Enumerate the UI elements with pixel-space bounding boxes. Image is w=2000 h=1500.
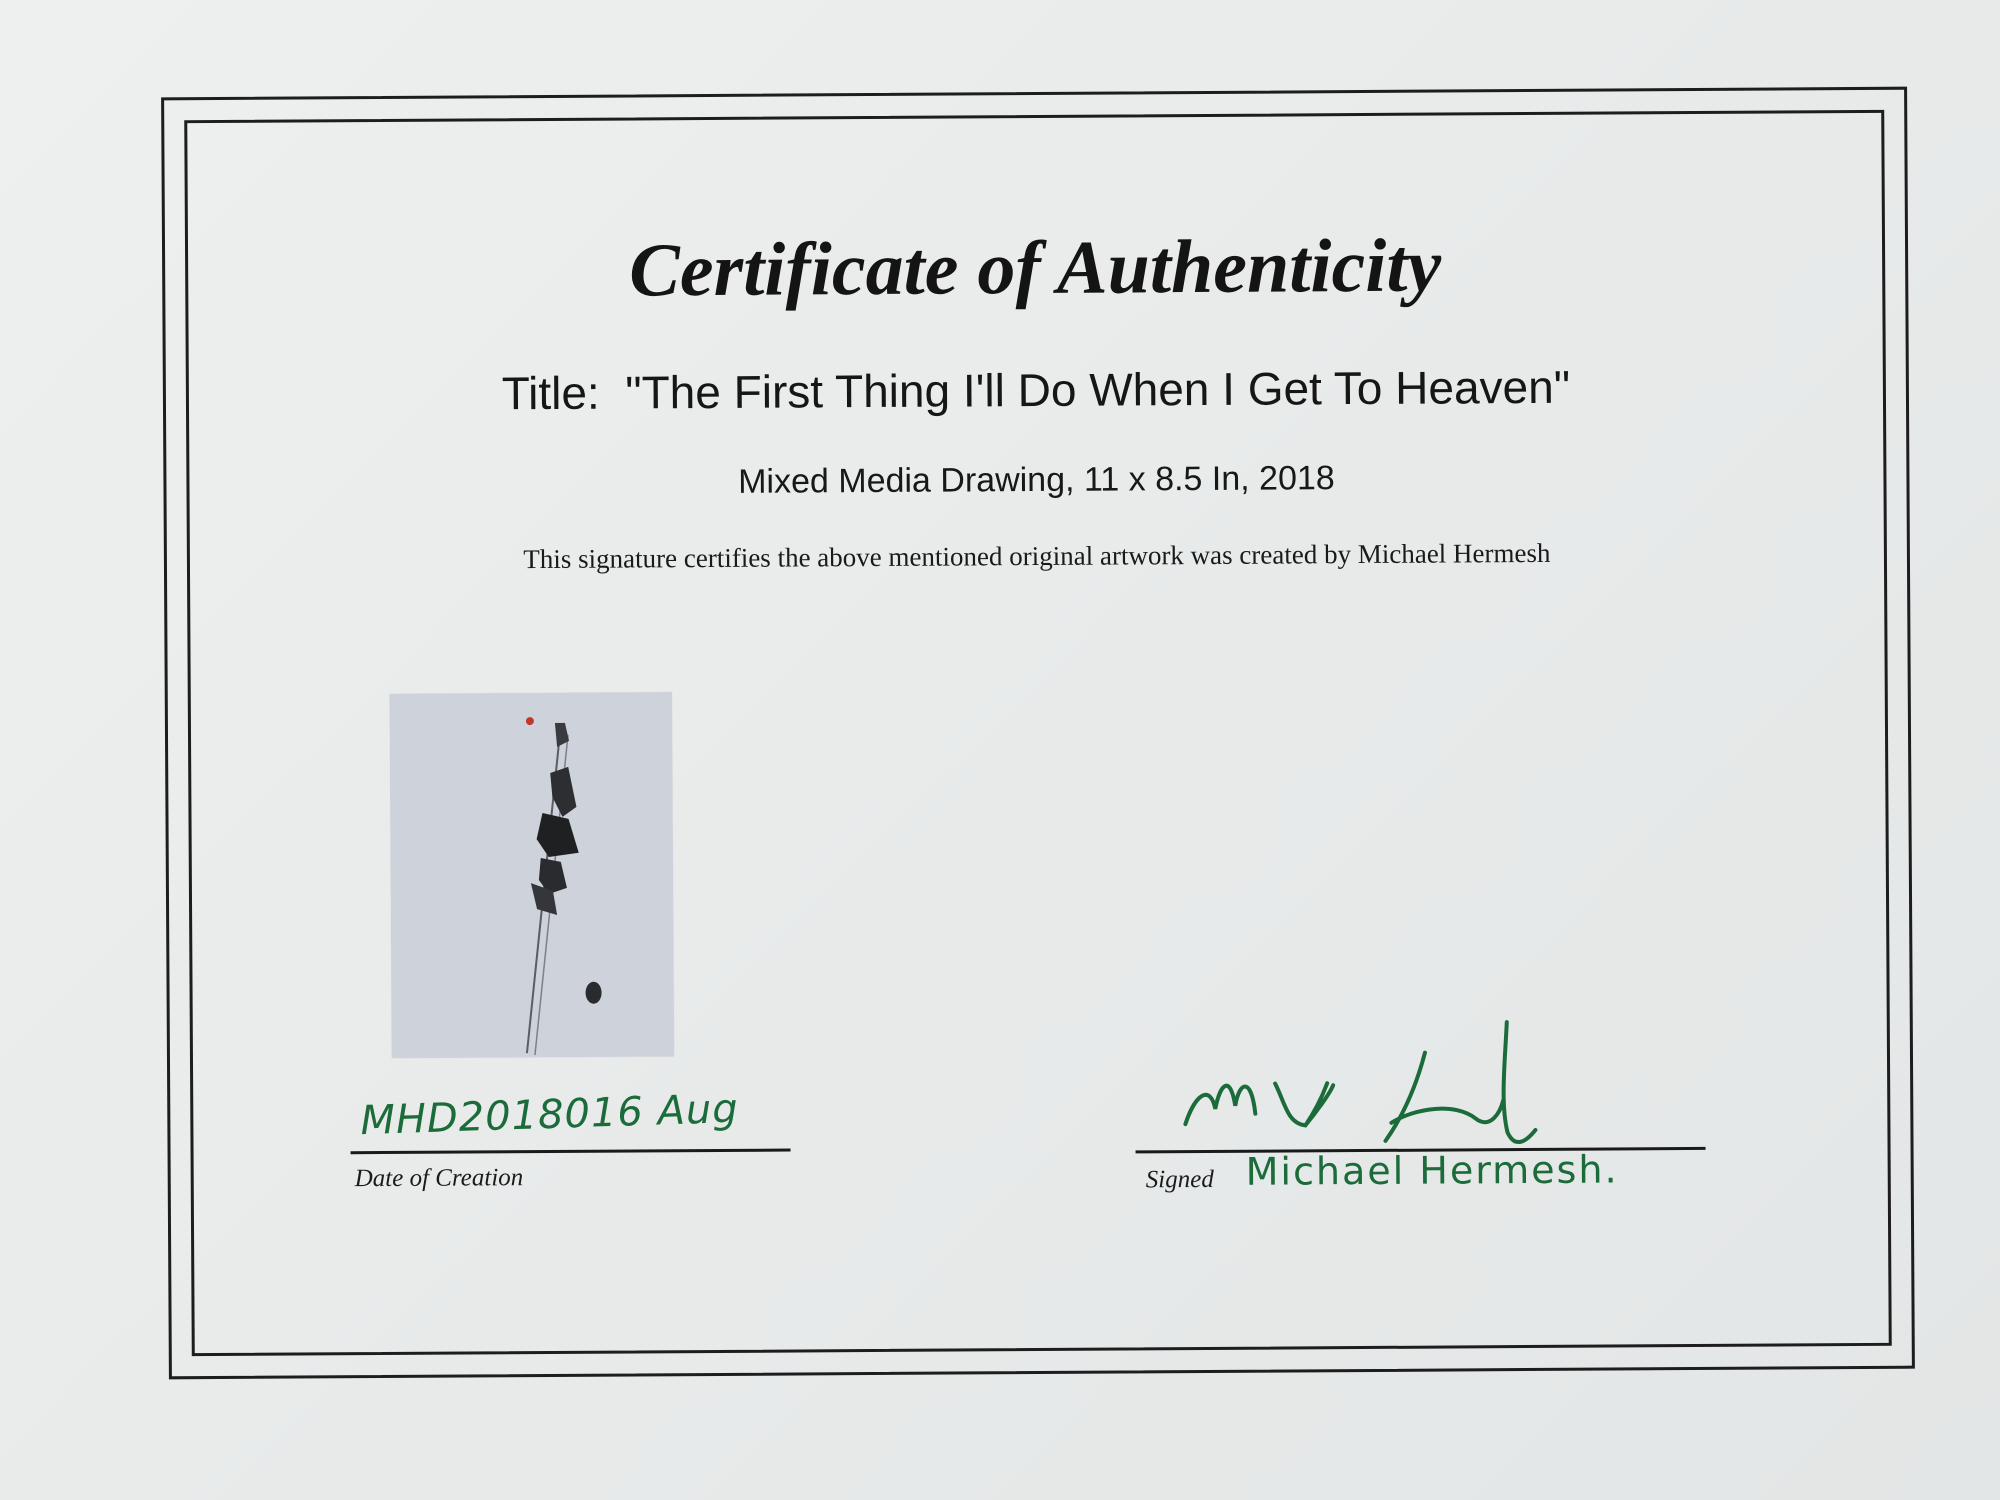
date-underline <box>351 1149 791 1155</box>
certificate-outer-border <box>161 87 1915 1380</box>
handwritten-signature <box>1155 1011 1696 1154</box>
date-of-creation-block <box>350 1085 790 1193</box>
artwork-thumbnail <box>390 692 674 1058</box>
signer-name: Michael Hermesh. <box>1245 1147 1619 1194</box>
authenticity-statement: This signature certifies the above mentioned original artwork was created by Michael Hermesh <box>523 537 1551 575</box>
signature-block <box>1135 1011 1716 1215</box>
certificate-content <box>164 90 1912 1377</box>
artwork-medium-details: Mixed Media Drawing, 11 x 8.5 In, 2018 <box>738 459 1335 501</box>
date-of-creation-label: Date of Creation <box>354 1164 524 1193</box>
artwork-drawing-image <box>390 692 674 1058</box>
signed-label: Signed <box>1145 1165 1214 1194</box>
artwork-title: Title: "The First Thing I'll Do When I Get To Heaven" <box>501 360 1571 420</box>
date-of-creation-value: MHD2018016 Aug <box>359 1085 740 1145</box>
certificate-heading: Certificate of Authenticity <box>628 223 1442 313</box>
